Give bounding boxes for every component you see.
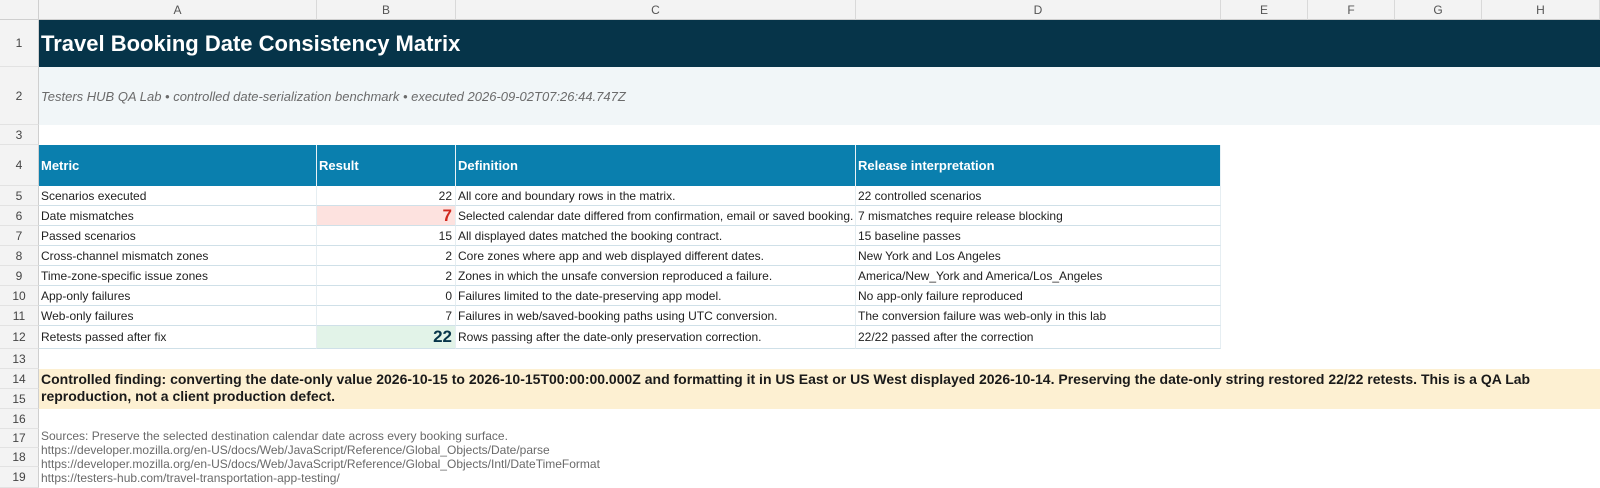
column-header-g[interactable]: G: [1395, 0, 1482, 20]
cell-definition[interactable]: All core and boundary rows in the matrix.: [456, 186, 856, 206]
cell-metric[interactable]: Date mismatches: [39, 206, 317, 226]
cell-result[interactable]: 15: [317, 226, 456, 246]
cell-definition[interactable]: Selected calendar date differed from confirmation, email or saved booking.: [456, 206, 856, 226]
column-header-h[interactable]: H: [1482, 0, 1600, 20]
sheet-subtitle[interactable]: Testers HUB QA Lab • controlled date-serialization benchmark • executed 2026-09-02T07:26:44.747Z: [41, 88, 626, 104]
cell-interpretation[interactable]: 22/22 passed after the correction: [856, 326, 1221, 349]
cell-definition[interactable]: Rows passing after the date-only preservation correction.: [456, 326, 856, 349]
row-header-15[interactable]: 15: [0, 389, 39, 409]
sheet-title[interactable]: Travel Booking Date Consistency Matrix: [41, 30, 461, 56]
header-result[interactable]: Result: [317, 145, 456, 186]
column-header-f[interactable]: F: [1308, 0, 1395, 20]
cell-result[interactable]: 2: [317, 246, 456, 266]
cell-metric[interactable]: Web-only failures: [39, 306, 317, 326]
column-header-d[interactable]: D: [856, 0, 1221, 20]
sources-note[interactable]: Sources: Preserve the selected destination calendar date across every booking surface.: [41, 429, 508, 443]
row-header-18[interactable]: 18: [0, 448, 39, 467]
row-header-3[interactable]: 3: [0, 125, 39, 145]
cell-result[interactable]: 22: [317, 186, 456, 206]
cell-interpretation[interactable]: New York and Los Angeles: [856, 246, 1221, 266]
cell-definition[interactable]: All displayed dates matched the booking contract.: [456, 226, 856, 246]
cell-definition[interactable]: Core zones where app and web displayed different dates.: [456, 246, 856, 266]
cell-interpretation[interactable]: 22 controlled scenarios: [856, 186, 1221, 206]
cell-metric[interactable]: Scenarios executed: [39, 186, 317, 206]
source-link[interactable]: https://developer.mozilla.org/en-US/docs/Web/JavaScript/Reference/Global_Objects/Date/parse: [41, 443, 550, 457]
row-header-14[interactable]: 14: [0, 369, 39, 389]
row-header-4[interactable]: 4: [0, 145, 39, 186]
row-header-9[interactable]: 9: [0, 266, 39, 286]
cell-metric[interactable]: Time-zone-specific issue zones: [39, 266, 317, 286]
header-metric[interactable]: Metric: [39, 145, 317, 186]
row-header-17[interactable]: 17: [0, 429, 39, 448]
row-header-5[interactable]: 5: [0, 186, 39, 206]
source-link[interactable]: https://testers-hub.com/travel-transportation-app-testing/: [41, 471, 340, 485]
row-header-6[interactable]: 6: [0, 206, 39, 226]
row-header-8[interactable]: 8: [0, 246, 39, 266]
column-header-c[interactable]: C: [456, 0, 856, 20]
cell-interpretation[interactable]: No app-only failure reproduced: [856, 286, 1221, 306]
controlled-finding[interactable]: Controlled finding: converting the date-only value 2026-10-15 to 2026-10-15T00:00:00.000Z and formatting it in US East or US West displayed 2026-10-14. Preserving the date-only string restored 22/22 retests. This is a QA Lab reproduction, not a client production defect.: [41, 371, 1531, 404]
row-header-19[interactable]: 19: [0, 467, 39, 488]
cell-interpretation[interactable]: America/New_York and America/Los_Angeles: [856, 266, 1221, 286]
cell-result-retest-highlight[interactable]: 22: [317, 326, 456, 349]
row-header-2[interactable]: 2: [0, 67, 39, 125]
cell-result[interactable]: 7: [317, 306, 456, 326]
row-header-11[interactable]: 11: [0, 306, 39, 326]
cell-interpretation[interactable]: The conversion failure was web-only in this lab: [856, 306, 1221, 326]
column-header-e[interactable]: E: [1221, 0, 1308, 20]
cell-metric[interactable]: App-only failures: [39, 286, 317, 306]
cell-interpretation[interactable]: 7 mismatches require release blocking: [856, 206, 1221, 226]
column-header-b[interactable]: B: [317, 0, 456, 20]
cell-result[interactable]: 0: [317, 286, 456, 306]
row-header-13[interactable]: 13: [0, 349, 39, 369]
header-definition[interactable]: Definition: [456, 145, 856, 186]
cell-metric[interactable]: Retests passed after fix: [39, 326, 317, 349]
cell-definition[interactable]: Zones in which the unsafe conversion reproduced a failure.: [456, 266, 856, 286]
cell-result[interactable]: 2: [317, 266, 456, 286]
header-release-interpretation[interactable]: Release interpretation: [856, 145, 1221, 186]
column-header-a[interactable]: A: [39, 0, 317, 20]
row-header-1[interactable]: 1: [0, 20, 39, 67]
row-header-12[interactable]: 12: [0, 326, 39, 349]
cell-result-mismatch-highlight[interactable]: 7: [317, 206, 456, 226]
source-link[interactable]: https://developer.mozilla.org/en-US/docs/Web/JavaScript/Reference/Global_Objects/Intl/DateTimeFormat: [41, 457, 600, 471]
row-header-7[interactable]: 7: [0, 226, 39, 246]
cell-interpretation[interactable]: 15 baseline passes: [856, 226, 1221, 246]
cell-metric[interactable]: Passed scenarios: [39, 226, 317, 246]
select-all-corner[interactable]: [0, 0, 39, 20]
cell-definition[interactable]: Failures limited to the date-preserving app model.: [456, 286, 856, 306]
row-header-10[interactable]: 10: [0, 286, 39, 306]
cell-metric[interactable]: Cross-channel mismatch zones: [39, 246, 317, 266]
row-header-16[interactable]: 16: [0, 409, 39, 429]
cell-definition[interactable]: Failures in web/saved-booking paths using UTC conversion.: [456, 306, 856, 326]
